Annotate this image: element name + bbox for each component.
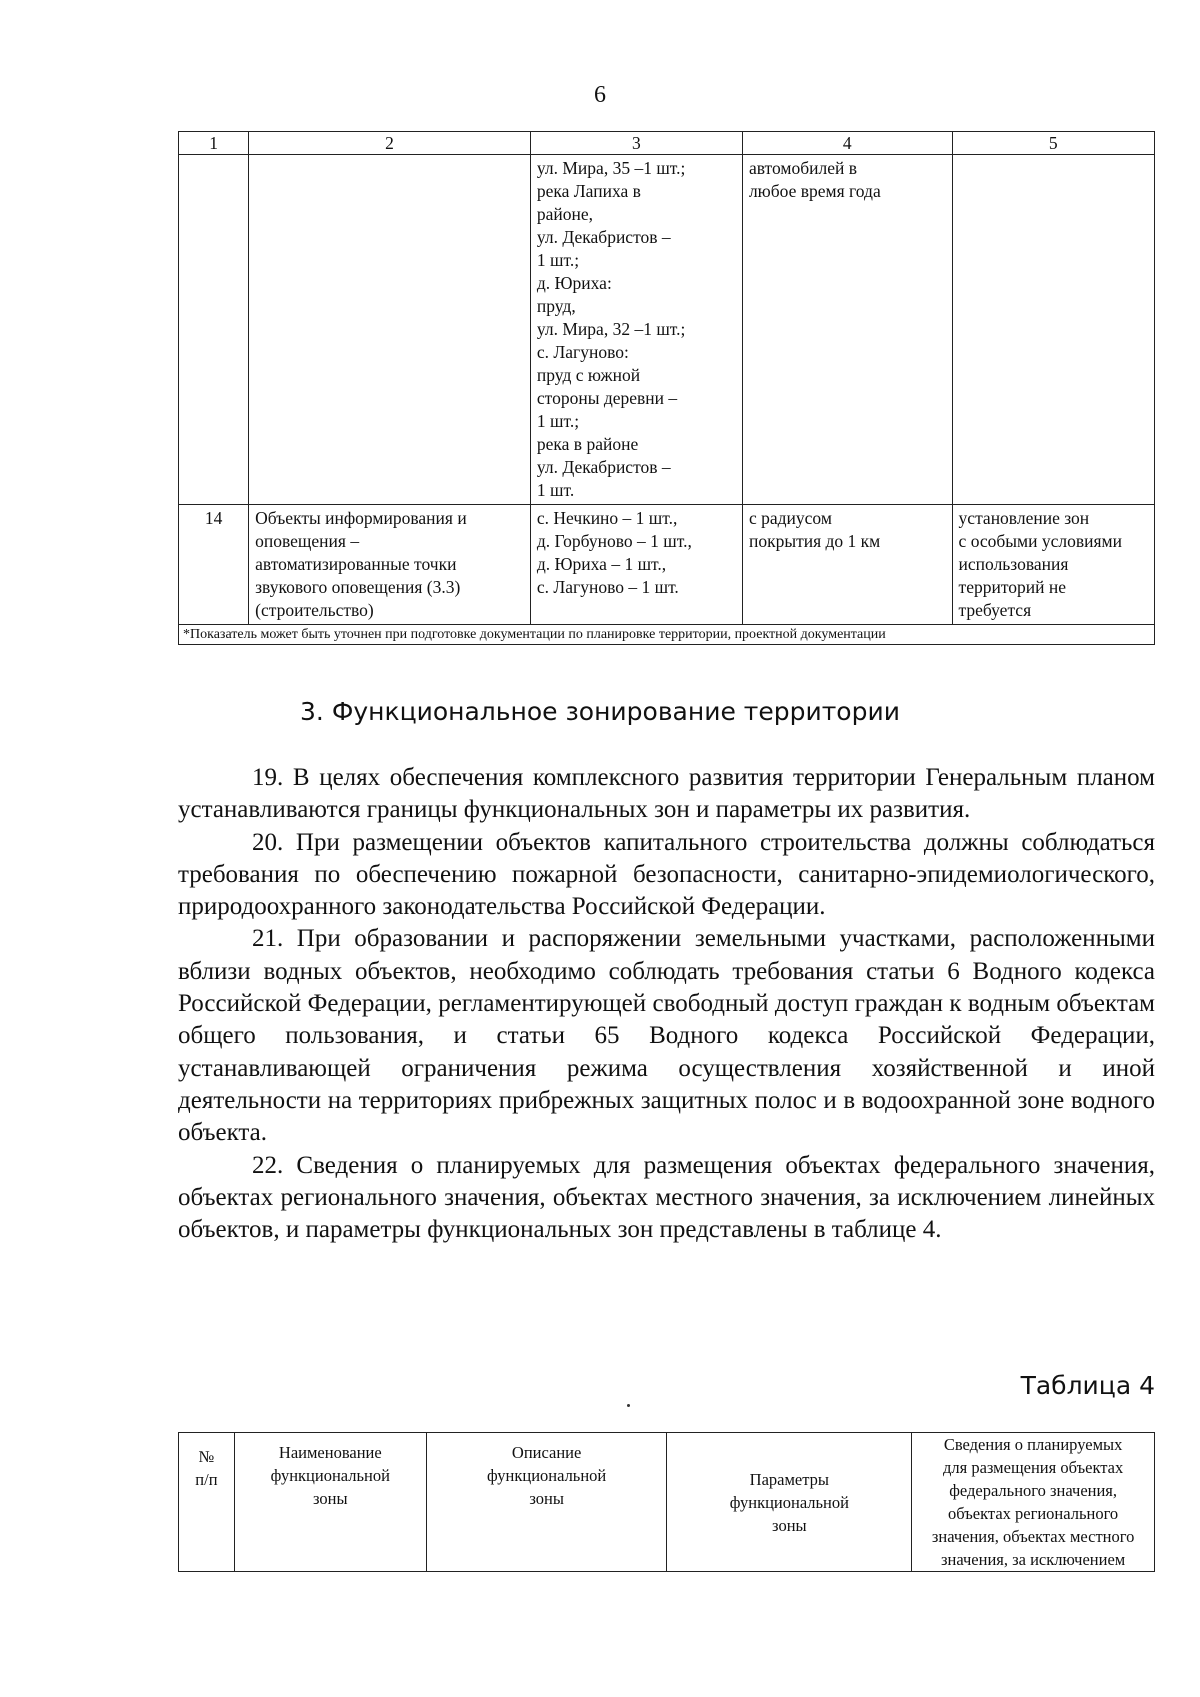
header-line: функциональной <box>270 1466 390 1485</box>
cell-line: ул. Декабристов – <box>536 457 671 477</box>
cell-line: любое время года <box>748 181 881 201</box>
header-line: Наименование <box>278 1443 382 1462</box>
cell-line: д. Юриха: <box>536 273 612 293</box>
header-col-2: 2 <box>249 132 531 155</box>
header-zone-parameters <box>667 1433 912 1572</box>
table-row <box>179 155 1155 505</box>
table-4 <box>178 1432 1155 1572</box>
cell-line: с. Лагуново: <box>536 342 629 362</box>
header-line: объектах регионального <box>948 1504 1119 1523</box>
table-row <box>179 505 1155 625</box>
header-zone-name <box>234 1433 426 1572</box>
paragraph-20: 20. При размещении объектов капитального строительства должны соблюдаться требования по обеспечению пожарной безопасности, санитарно-эпидемиологического, природоохранного законодательства Российской Федерации. <box>178 828 1155 921</box>
cell-line: река Лапиха в <box>536 181 641 201</box>
table-4-caption: Таблица 4 <box>1020 1371 1155 1400</box>
paragraph-19: 19. В целях обеспечения комплексного развития территории Генеральным планом устанавливаются границы функциональных зон и параметры их развития. <box>178 764 1155 824</box>
table-footnote: *Показатель может быть уточнен при подготовке документации по планировке территории, проектной документации <box>179 625 1155 645</box>
cell-line: 1 шт.; <box>536 250 580 270</box>
header-col-5: 5 <box>952 132 1154 155</box>
cell-line: оповещения – <box>255 531 360 551</box>
header-num <box>179 1433 235 1572</box>
header-line: значения, объектах местного <box>931 1527 1135 1546</box>
section-heading: 3. Функциональное зонирование территории <box>300 697 900 726</box>
header-line: Описание <box>511 1443 582 1462</box>
cell-line: автоматизированные точки <box>255 554 457 574</box>
cell-line: ул. Мира, 32 –1 шт.; <box>536 319 686 339</box>
cell-line: река в районе <box>536 434 639 454</box>
cell-line: требуется <box>958 600 1032 620</box>
cell-line: (строительство) <box>255 600 374 620</box>
header-planned-objects <box>912 1433 1155 1572</box>
cell-line: звукового оповещения (3.3) <box>255 577 461 597</box>
header-line: функциональной <box>729 1492 849 1512</box>
table-3-continuation <box>178 131 1155 645</box>
cell-location <box>530 505 742 625</box>
cell-line: Объекты информирования и <box>255 508 467 528</box>
page-number: 6 <box>594 82 606 108</box>
cell-zones <box>952 155 1154 505</box>
header-line: зоны <box>772 1515 807 1535</box>
cell-line: пруд, <box>536 296 576 316</box>
header-line: зоны <box>529 1489 564 1508</box>
header-line: для размещения объектах <box>942 1458 1124 1477</box>
cell-line: ул. Мира, 35 –1 шт.; <box>536 158 686 178</box>
cell-object-name <box>249 505 531 625</box>
cell-line: стороны деревни – <box>536 388 678 408</box>
cell-line: с. Лагуново – 1 шт. <box>536 577 679 597</box>
cell-line: территорий не <box>958 577 1066 597</box>
header-line: Параметры <box>749 1469 829 1489</box>
cell-line: автомобилей в <box>748 158 857 178</box>
header-col-4: 4 <box>742 132 952 155</box>
header-line: функциональной <box>486 1466 607 1485</box>
scan-speck <box>627 1404 630 1407</box>
cell-line: д. Юриха – 1 шт., <box>536 554 667 574</box>
paragraph-21: 21. При образовании и распоряжении земельными участками, расположенными вблизи водных объектов, необходимо соблюдать требования статьи 6 Водного кодекса Российской Федерации, регламентирующей свободный доступ граждан к водным объектам общего пользования, и статьи 65 Водного кодекса Российской Федерации, устанавливающей ограничения режима осуществления хозяйственной и иной деятельности на территориях прибрежных защитных полос и в водоохранной зоне водного объекта. <box>178 925 1155 1147</box>
cell-line: с радиусом <box>748 508 832 528</box>
header-zone-description <box>426 1433 667 1572</box>
cell-line: ул. Декабристов – <box>536 227 671 247</box>
cell-line: с особыми условиями <box>958 531 1122 551</box>
cell-line: установление зон <box>958 508 1090 528</box>
cell-line: 1 шт.; <box>536 411 580 431</box>
header-line: значения, за исключением <box>940 1550 1126 1569</box>
cell-line: с. Нечкино – 1 шт., <box>536 508 678 528</box>
header-line: зоны <box>313 1489 348 1508</box>
header-line: Сведения о планируемых <box>943 1435 1123 1454</box>
cell-line: покрытия до 1 км <box>748 531 881 551</box>
header-line: федерального значения, <box>949 1481 1118 1500</box>
cell-zones <box>952 505 1154 625</box>
header-line: п/п <box>195 1470 218 1489</box>
cell-num <box>179 155 249 505</box>
header-col-1: 1 <box>179 132 249 155</box>
header-col-3: 3 <box>530 132 742 155</box>
cell-location <box>530 155 742 505</box>
cell-line: пруд с южной <box>536 365 641 385</box>
table-header-row <box>179 1433 1155 1572</box>
table-footnote-row <box>179 625 1155 645</box>
cell-object-name <box>249 155 531 505</box>
cell-line: д. Горбуново – 1 шт., <box>536 531 692 551</box>
cell-characteristics <box>742 155 952 505</box>
cell-characteristics <box>742 505 952 625</box>
cell-num: 14 <box>179 505 249 625</box>
header-line: № <box>198 1447 215 1466</box>
cell-line: использования <box>958 554 1069 574</box>
paragraph-22: 22. Сведения о планируемых для размещения объектах федерального значения, объектах регионального значения, объектах местного значения, за исключением линейных объектов, и параметры функциональных зон представлены в таблице 4. <box>178 1151 1155 1244</box>
cell-line: районе, <box>536 204 594 224</box>
table-header-row <box>179 132 1155 155</box>
cell-line: 1 шт. <box>536 480 575 500</box>
body-text <box>178 762 1155 1246</box>
